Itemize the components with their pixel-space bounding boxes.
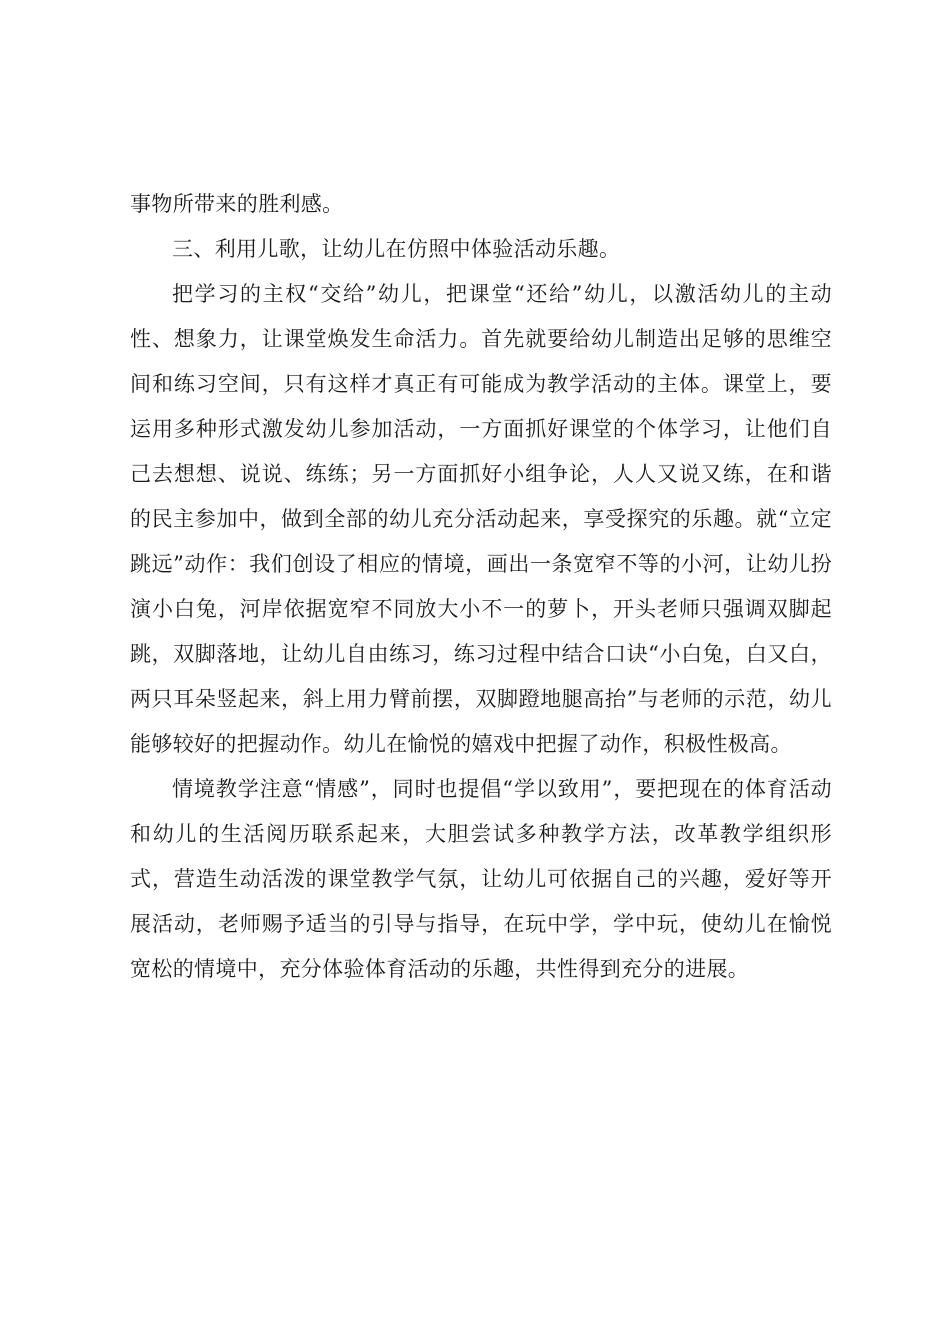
paragraph-continuation: 事物所带来的胜利感。 <box>130 192 344 216</box>
body-text <box>130 182 832 992</box>
section-heading: 三、利用儿歌，让幼儿在仿照中体验活动乐趣。 <box>172 237 621 261</box>
paragraph-body: 情境教学注意“情感”，同时也提倡“学以致用”，要把现在的体育活动和幼儿的生活阅历联系起来，大胆尝试多种教学方法，改革教学组织形式，营造生动活泼的课堂教学气氛，让幼儿可依据自己的兴趣，爱好等开展活动，老师赐予适当的引导与指导，在玩中学，学中玩，使幼儿在愉悦宽松的情境中，充分体验体育活动的乐趣，共性得到充分的进展。 <box>130 777 832 981</box>
paragraph-body: 把学习的主权“交给”幼儿，把课堂“还给”幼儿，以激活幼儿的主动性、想象力，让课堂焕发生命活力。首先就要给幼儿制造出足够的思维空间和练习空间，只有这样才真正有可能成为教学活动的主体。课堂上，要运用多种形式激发幼儿参加活动，一方面抓好课堂的个体学习，让他们自己去想想、说说、练练；另一方面抓好小组争论，人人又说又练，在和谐的民主参加中，做到全部的幼儿充分活动起来，享受探究的乐趣。就“立定跳远”动作：我们创设了相应的情境，画出一条宽窄不等的小河，让幼儿扮演小白兔，河岸依据宽窄不同放大小不一的萝卜，开头老师只强调双脚起跳，双脚落地，让幼儿自由练习，练习过程中结合口诀“小白兔，白又白，两只耳朵竖起来，斜上用力臂前摆，双脚蹬地腿高抬”与老师的示范，幼儿能够较好的把握动作。幼儿在愉悦的嬉戏中把握了动作，积极性极高。 <box>130 282 832 756</box>
